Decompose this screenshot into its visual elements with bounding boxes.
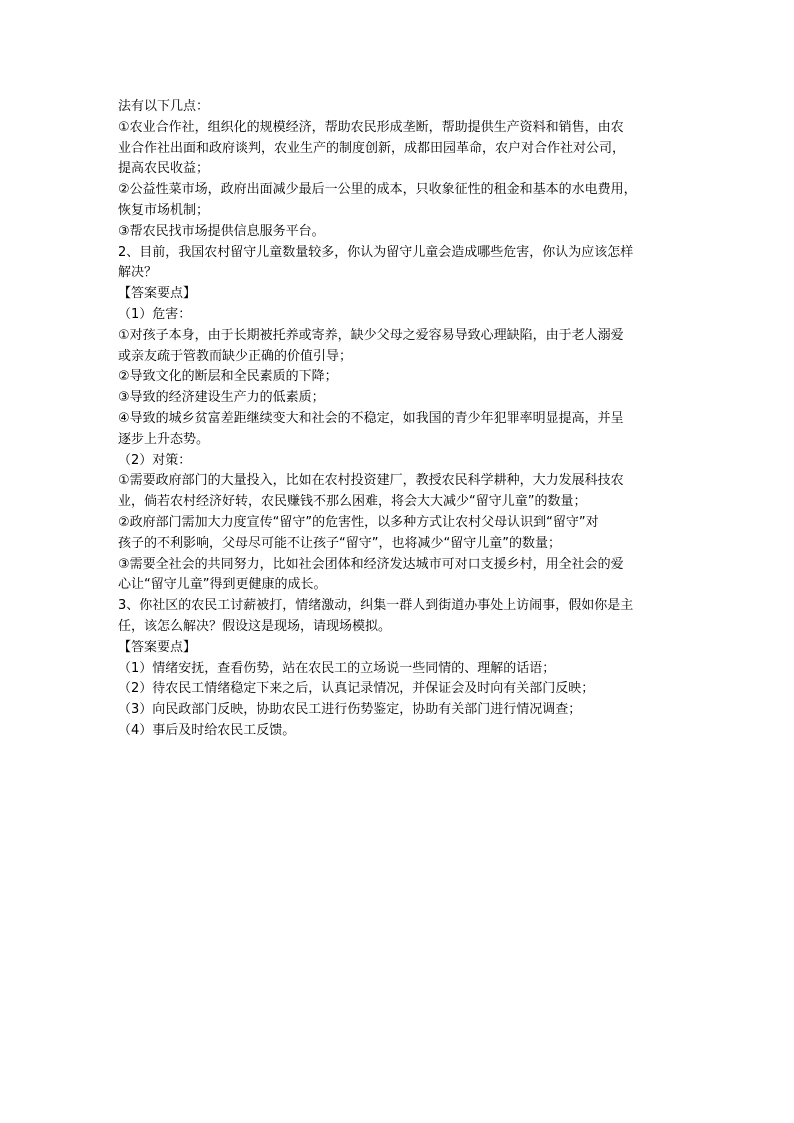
- section-heading: （2）对策：: [118, 452, 192, 468]
- text-line: ①农业合作社，组织化的规模经济，帮助农民形成垄断，帮助提供生产资料和销售，由农: [118, 119, 624, 135]
- text-line: ④导致的城乡贫富差距继续变大和社会的不稳定，如我国的青少年犯罪率明显提高，并呈: [118, 410, 624, 426]
- document-body: [118, 97, 678, 742]
- text-line: ③需要全社会的共同努力，比如社会团体和经济发达城市可对口支援乡村，用全社会的爱: [118, 556, 624, 572]
- text-line: （1）情绪安抚，查看伤势，站在农民工的立场说一些同情的、理解的话语；: [118, 660, 556, 676]
- text-line: 任，该怎么解决？假设这是现场，请现场模拟。: [118, 618, 392, 634]
- text-line: ③导致的经济建设生产力的低素质；: [118, 390, 325, 406]
- text-line: ①对孩子本身，由于长期被托养或寄养，缺少父母之爱容易导致心理缺陷，由于老人溺爱: [118, 327, 624, 343]
- text-line: ①需要政府部门的大量投入，比如在农村投资建厂，教授农民科学耕种，大力发展科技农: [118, 473, 624, 489]
- text-line: 恢复市场机制；: [118, 202, 210, 218]
- text-line: ②导致文化的断层和全民素质的下降；: [118, 369, 338, 385]
- text-line: 解决？: [118, 265, 158, 281]
- answer-heading: 【答案要点】: [118, 286, 197, 302]
- text-line: 孩子的不利影响，父母尽可能不让孩子“留守”，也将减少“留守儿童”的数量；: [118, 535, 561, 551]
- text-line: ③帮农民找市场提供信息服务平台。: [118, 223, 325, 239]
- text-line: （4）事后及时给农民工反馈。: [118, 722, 296, 738]
- text-line: （3）向民政部门反映，协助农民工进行伤势鉴定，协助有关部门进行情况调查；: [118, 702, 582, 718]
- text-line: （2）待农民工情绪稳定下来之后，认真记录情况，并保证会及时向有关部门反映；: [118, 681, 595, 697]
- text-line: 或亲友疏于管教而缺少正确的价值引导；: [118, 348, 353, 364]
- text-line: 逐步上升态势。: [118, 431, 210, 447]
- text-line: 提高农民收益；: [118, 161, 210, 177]
- answer-heading: 【答案要点】: [118, 639, 197, 655]
- section-heading: （1）危害：: [118, 306, 192, 322]
- text-line: ②政府部门需加大力度宣传“留守”的危害性，以多种方式让农村父母认识到“留守”对: [118, 514, 599, 530]
- question-3-line: 3、你社区的农民工讨薪被打，情绪激动，纠集一群人到街道办事处上访闹事，假如你是主: [118, 598, 634, 614]
- text-line: 业合作社出面和政府谈判，农业生产的制度创新，成都田园革命，农户对合作社对公司，: [118, 140, 626, 156]
- text-line: ②公益性菜市场，政府出面减少最后一公里的成本，只收象征性的租金和基本的水电费用，: [118, 182, 637, 198]
- text-line: 业，倘若农村经济好转，农民赚钱不那么困难，将会大大减少“留守儿童”的数量；: [118, 494, 587, 510]
- question-2-line: 2、目前，我国农村留守儿童数量较多，你认为留守儿童会造成哪些危害，你认为应该怎样: [118, 244, 634, 260]
- text-line: 法有以下几点：: [118, 99, 210, 114]
- text-line: 心让“留守儿童”得到更健康的成长。: [118, 577, 327, 593]
